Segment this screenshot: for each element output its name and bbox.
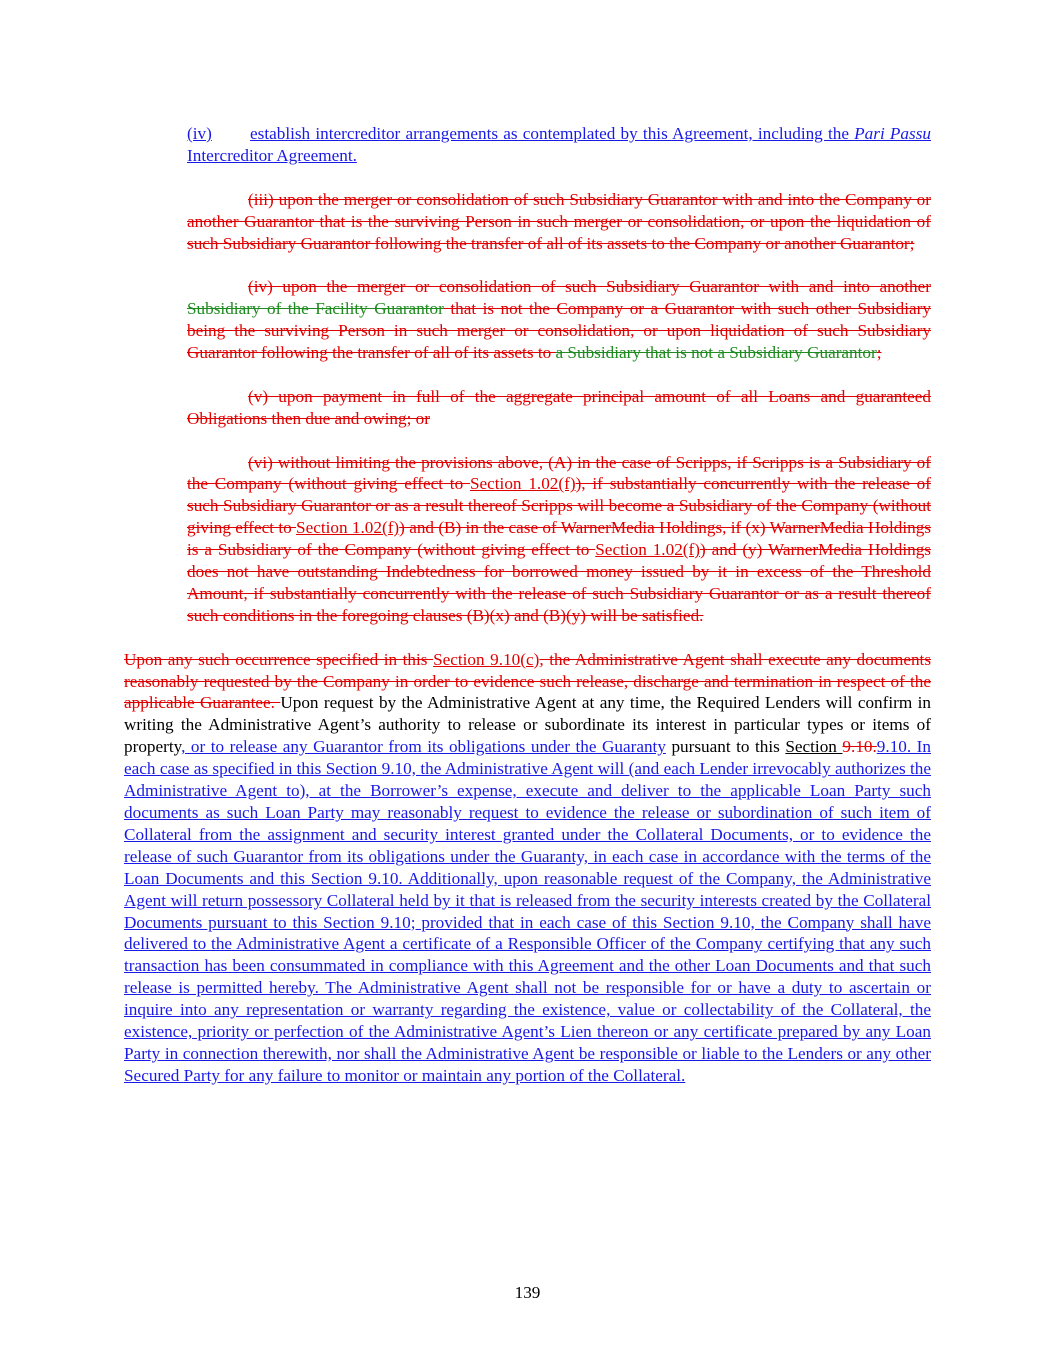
clause-v-deleted [187,386,931,430]
clause-iv-deleted [187,276,931,364]
inserted-text: Intercreditor Agreement. [187,145,357,165]
document-page [124,123,931,1109]
release-paragraph [124,649,931,1087]
inserted-text: establish intercreditor arrangements as contemplated by this Agreement, including the [250,124,855,143]
body-text: pursuant to this [665,737,786,757]
inserted-italic-text: Pari Passu [854,124,931,143]
deleted-text: ; [876,343,882,363]
section-reference: Section 1.02(f) [469,474,576,494]
deleted-text: ) and (B) in the case of WarnerMedia Holdings, if (x) WarnerMedia Holdings is a Subsidiary of the Company (without giving effect to [187,518,931,560]
deleted-text: ), if substantially concurrently with the release of such Subsidiary Guarantor or as a result thereof Scripps will become a Subsidiary of the Company (without giving effect to [187,474,931,538]
section-reference: Section 1.02(f) [296,518,400,538]
deleted-section-number: 9.10. [842,737,877,757]
body-text: Upon request by the Administrative Agent at any time, the Required Lenders will confirm in writing the Administrative Agent’s authority to release or subordinate its interest in particular types or items of property [124,693,931,757]
moved-deleted-text: a Subsidiary that is not a Subsidiary Guarantor [555,343,877,363]
clause-number: (iv) [187,124,212,143]
section-word: Section [785,737,837,757]
deleted-text: (vi) without limiting the provisions above, (A) in the case of Scripps, if Scripps is a Subsidiary of the Company (without giving effect to [187,452,931,494]
deleted-text: (v) upon payment in full of the aggregate principal amount of all Loans and guaranteed Obligations then due and owing; or [187,386,931,428]
clause-vi-deleted [187,452,931,627]
clause-iv-inserted [187,123,931,167]
moved-deleted-text: Subsidiary of the Facility Guarantor [187,299,444,319]
deleted-text: (iv) upon the merger or consolidation of such Subsidiary Guarantor with and into another [248,277,931,297]
section-reference: Section 9.10(c) [433,649,540,669]
deleted-text: (iii) upon the merger or consolidation of such Subsidiary Guarantor with and into the Company or another Guarantor that is the surviving Person in such merger or consolidation, or upon the liquidation of such Subsidiary Guarantor following the transfer of all of its assets to the Company or another Guarantor; [187,189,931,253]
page-number: 139 [514,1283,541,1302]
deleted-text: that is not the Company or a Guarantor with such other Subsidiary being the surviving Person in such merger or consolidation, or upon liquidation of such Subsidiary Guarantor following the transfer of all of its assets to [187,299,931,363]
deleted-text: ) and (y) WarnerMedia Holdings does not have outstanding Indebtedness for borrowed money issued by it in excess of the Threshold Amount, if substantially concurrently with the release of such Subsidiary Guarantor or as a result thereof such conditions in the foregoing clauses (B)(x) and (B)(y) will be satisfied. [187,540,931,625]
section-reference: Section 1.02(f) [595,540,700,560]
deleted-text: , the Administrative Agent shall execute any documents reasonably requested by the Company in order to evidence such release, discharge and termination in respect of the applicable Guarantee. [124,649,932,713]
inserted-text: , or to release any Guarantor from its obligations under the Guaranty [181,737,666,757]
inserted-text: 9.10. In each case as specified in this Section 9.10, the Administrative Agent will (and each Lender irrevocably authorizes the Administrative Agent to), at the Borrower’s expense, execute and deliver to the applicable Loan Party such documents as such Loan Party may reasonably request to evidence the release or subordination of such item of Collateral from the assignment and security interest granted under the Collateral Documents, or to evidence the release of such Guarantor from its obligations under the Guaranty, in each case in accordance with the terms of the Loan Documents and this Section 9.10. Additionally, upon reasonable request of the Company, the Administrative Agent will return possessory Collateral held by it that is released from the security interests created by the Collateral Documents pursuant to this Section 9.10; provided that in each case of this Section 9.10, the Company shall have delivered to the Administrative Agent a certificate of a Responsible Officer of the Company certifying that any such transaction has been consummated in compliance with this Agreement and the other Loan Documents and that such release is permitted hereby. The Administrative Agent shall not be responsible for or have a duty to ascertain or inquire into any representation or warranty regarding the existence, value or collectability of the Collateral, the existence, priority or perfection of the Administrative Agent’s Lien thereon or any certificate prepared by any Loan Party in connection therewith, nor shall the Administrative Agent be responsible or liable to the Lenders or any other Secured Party for any failure to monitor or maintain any portion of the Collateral. [124,737,931,1085]
clause-iii-deleted [187,189,931,255]
deleted-text: Upon any such occurrence specified in this [124,649,434,669]
